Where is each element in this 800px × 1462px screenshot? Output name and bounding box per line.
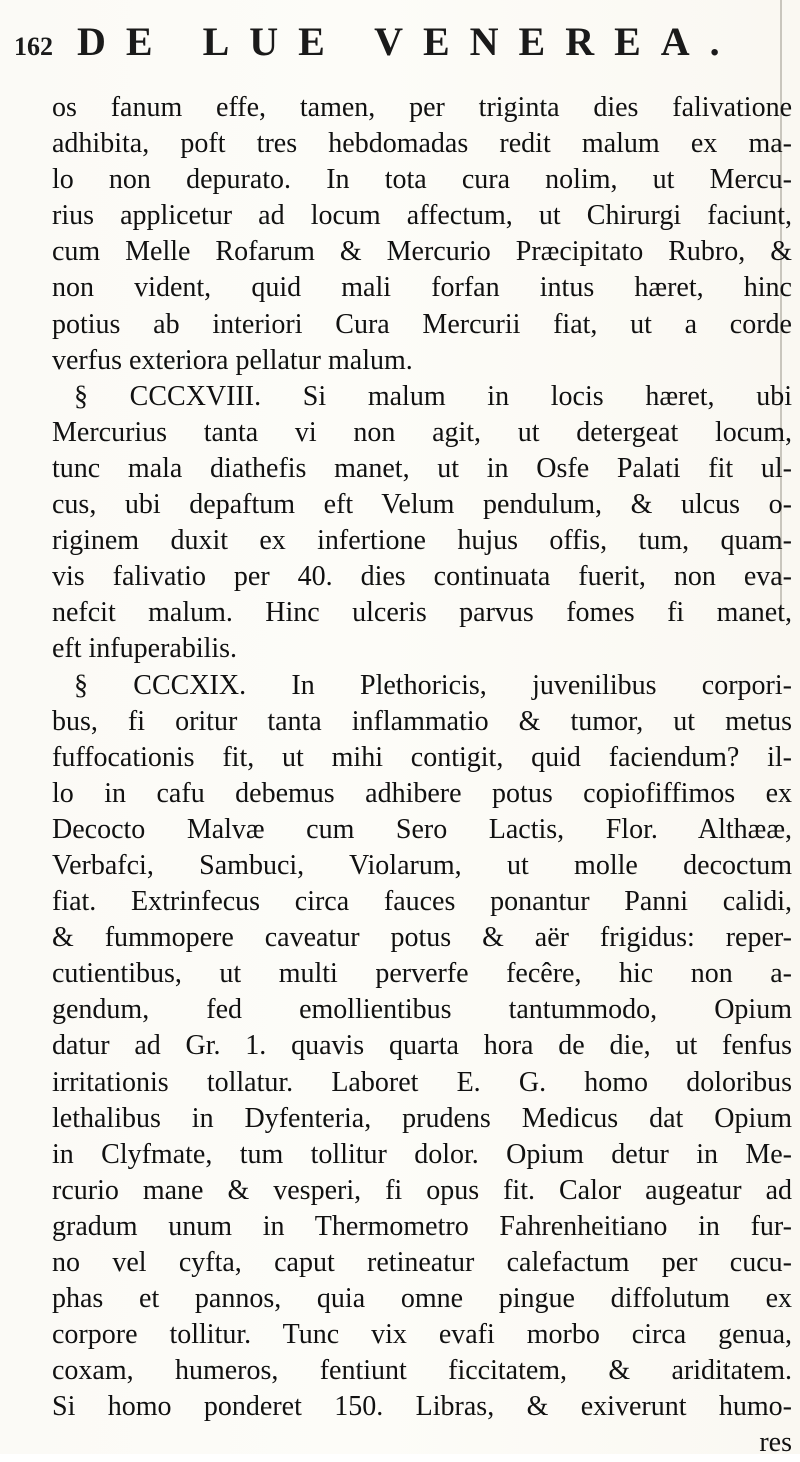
text-line: § CCCXIX. In Plethoricis, juvenilibus corpori- [74,669,792,701]
page-header [14,18,774,78]
text-line: cum Melle Rofarum & Mercurio Præcipitato Rubro, & [52,236,792,268]
text-line: Decocto Malvæ cum Sero Lactis, Flor. Althææ, [52,813,792,845]
text-line: lo non depurato. In tota cura nolim, ut Mercu- [52,164,792,196]
text-line: lethalibus in Dyfenteria, prudens Medicus dat Opium [52,1102,792,1134]
text-line: rius applicetur ad locum affectum, ut Chirurgi faciunt, [52,200,792,232]
text-line: verfus exteriora pellatur malum. [52,344,413,376]
text-line: cus, ubi depaftum eft Velum pendulum, & ulcus o- [52,489,792,521]
text-line: § CCCXVIII. Si malum in locis hæret, ubi [74,380,792,412]
text-line: fiat. Extrinfecus circa fauces ponantur Panni calidi, [52,886,792,918]
text-line: in Clyfmate, tum tollitur dolor. Opium detur in Me- [52,1138,792,1170]
text-line: nefcit malum. Hinc ulceris parvus fomes fi manet, [52,597,792,629]
text-line: lo in cafu debemus adhibere potus copiofiffimos ex [52,777,792,809]
text-line: bus, fi oritur tanta inflammatio & tumor, ut metus [52,705,792,737]
text-line: fuffocationis fit, ut mihi contigit, quid faciendum? il- [52,741,792,773]
text-line: Si homo ponderet 150. Libras, & exiverunt humo- [52,1391,792,1423]
text-line: potius ab interiori Cura Mercurii fiat, ut a corde [52,308,792,340]
text-line: Verbafci, Sambuci, Violarum, ut molle decoctum [52,849,792,881]
running-title: DE LUE VENEREA. [77,19,740,64]
text-line: corpore tollitur. Tunc vix evafi morbo circa genua, [52,1319,792,1351]
text-line: phas et pannos, quia omne pingue diffolutum ex [52,1283,792,1315]
text-line: & fummopere caveatur potus & aër frigidus: reper- [52,922,792,954]
text-line: eft infuperabilis. [52,633,238,665]
text-line: gradum unum in Thermometro Fahrenheitiano in fur- [52,1210,792,1242]
text-line: non vident, quid mali forfan intus hæret, hinc [52,272,792,304]
text-line: irritationis tollatur. Laboret E. G. homo doloribus [52,1066,792,1098]
text-line: riginem duxit ex infertione hujus offis, tum, quam- [52,525,792,557]
text-line: Mercurius tanta vi non agit, ut detergeat locum, [52,416,792,448]
page-number: 162 [14,32,53,61]
text-line: cutientibus, ut multi perverfe fecêre, hic non a- [52,958,792,990]
text-line: gendum, fed emollientibus tantummodo, Opium [52,994,792,1026]
text-line: no vel cyfta, caput retineatur calefactum per cucu- [52,1247,792,1278]
text-line: adhibita, poft tres hebdomadas redit malum ex ma- [52,128,792,160]
text-line: os fanum effe, tamen, per triginta dies falivatione [52,92,792,123]
text-line: tunc mala diathefis manet, ut in Osfe Palati fit ul- [52,452,792,484]
text-line: rcurio mane & vesperi, fi opus fit. Calor augeatur ad [52,1174,792,1206]
text-line: datur ad Gr. 1. quavis quarta hora de die, ut fenfus [52,1030,792,1062]
text-line: res [759,1427,792,1459]
text-line: vis falivatio per 40. dies continuata fuerit, non eva- [52,561,792,593]
body-text [52,90,792,1462]
text-line: coxam, humeros, fentiunt ficcitatem, & ariditatem. [52,1355,792,1387]
